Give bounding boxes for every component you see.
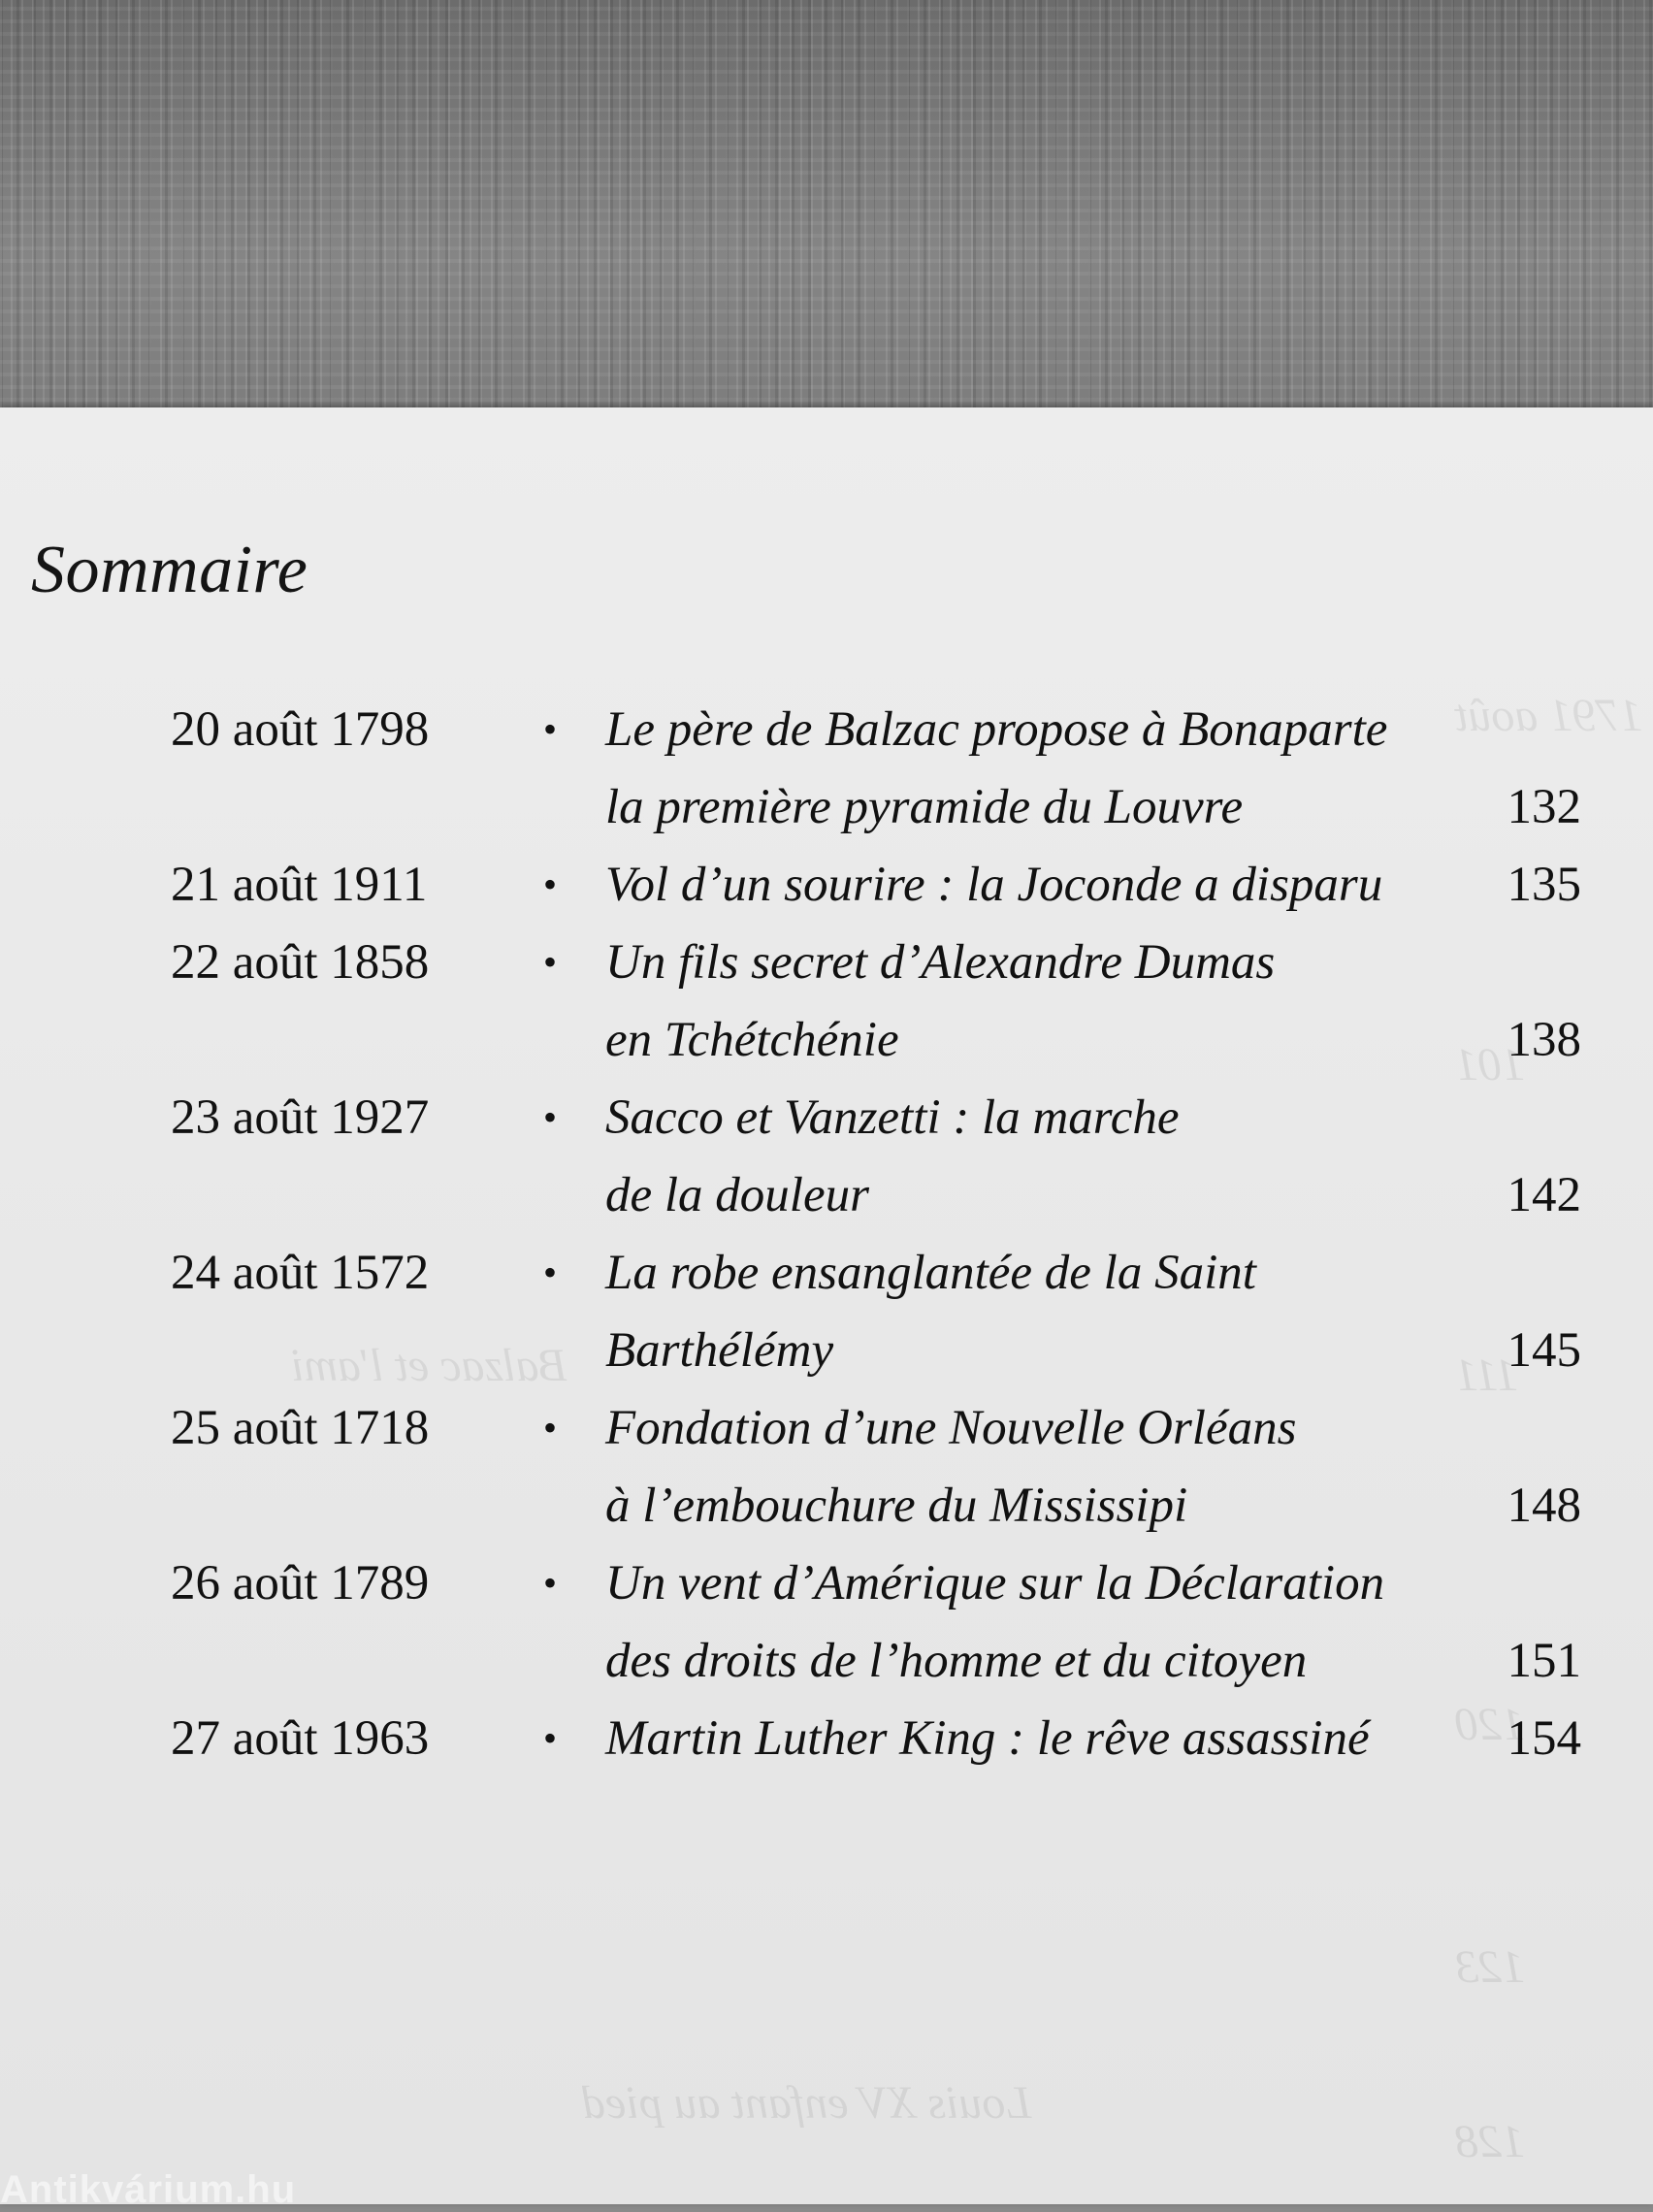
entry-title bbox=[605, 846, 1478, 924]
bullet-icon: • bbox=[543, 1716, 558, 1760]
entry-title-line: de la douleur bbox=[605, 1168, 869, 1222]
entry-title-line: des droits de l’homme et du citoyen bbox=[605, 1634, 1308, 1688]
entry-title-line: Fondation d’une Nouvelle Orléans bbox=[605, 1401, 1297, 1455]
entry-date: 25 août 1718 bbox=[171, 1401, 430, 1455]
bullet-icon: • bbox=[543, 1095, 558, 1139]
bullet-icon: • bbox=[543, 862, 558, 906]
entry-date: 21 août 1911 bbox=[171, 858, 428, 912]
page-title: Sommaire bbox=[31, 533, 308, 607]
toc-entry bbox=[0, 1700, 1653, 1777]
entry-date: 24 août 1572 bbox=[171, 1246, 430, 1300]
entry-page-number: 132 bbox=[1507, 780, 1581, 834]
entry-title-line: Un fils secret d’Alexandre Dumas bbox=[605, 935, 1276, 990]
entry-page-number: 151 bbox=[1507, 1634, 1581, 1688]
bullet-icon: • bbox=[543, 707, 558, 751]
entry-title-line: Barthélémy bbox=[605, 1323, 834, 1378]
toc-entry bbox=[0, 846, 1653, 924]
entry-title bbox=[605, 691, 1478, 846]
entry-date: 23 août 1927 bbox=[171, 1090, 430, 1145]
entry-page-number: 138 bbox=[1507, 1013, 1581, 1067]
entry-date: 20 août 1798 bbox=[171, 702, 430, 757]
entry-title-line: à l’embouchure du Mississipi bbox=[605, 1479, 1188, 1533]
entry-date: 26 août 1789 bbox=[171, 1556, 430, 1610]
entry-title bbox=[605, 924, 1478, 1079]
entry-title bbox=[605, 1234, 1478, 1389]
entry-title-line: Sacco et Vanzetti : la marche bbox=[605, 1090, 1180, 1145]
entry-title bbox=[605, 1700, 1478, 1777]
entry-page-number: 154 bbox=[1507, 1711, 1581, 1766]
entry-page-number: 142 bbox=[1507, 1168, 1581, 1222]
entry-date: 27 août 1963 bbox=[171, 1711, 430, 1766]
toc-entry bbox=[0, 1234, 1653, 1389]
entry-page-number: 148 bbox=[1507, 1479, 1581, 1533]
entry-title-line: Martin Luther King : le rêve assassiné bbox=[605, 1711, 1370, 1766]
toc-entry bbox=[0, 924, 1653, 1079]
entry-title bbox=[605, 1079, 1478, 1234]
entry-page-number: 135 bbox=[1507, 858, 1581, 912]
entry-title-line: Vol d’un sourire : la Joconde a disparu bbox=[605, 858, 1383, 912]
toc-entry bbox=[0, 691, 1653, 846]
show-through-text: 1791 août 101 111 120 123 128 Balzac et l'ami Louis XV enfant au pied bbox=[291, 690, 1643, 2167]
entry-title-line: en Tchétchénie bbox=[605, 1013, 899, 1067]
entry-title bbox=[605, 1389, 1478, 1545]
entry-title-line: la première pyramide du Louvre bbox=[605, 780, 1244, 834]
entry-page-number: 145 bbox=[1507, 1323, 1581, 1378]
bullet-icon: • bbox=[543, 1561, 558, 1605]
toc-entry bbox=[0, 1545, 1653, 1700]
toc-entry bbox=[0, 1389, 1653, 1545]
background-surface bbox=[0, 0, 1653, 427]
entry-date: 22 août 1858 bbox=[171, 935, 430, 990]
book-page bbox=[0, 407, 1653, 2211]
entry-title-line: La robe ensanglantée de la Saint bbox=[605, 1246, 1256, 1300]
bullet-icon: • bbox=[543, 1406, 558, 1449]
entry-title-line: Le père de Balzac propose à Bonaparte bbox=[605, 702, 1388, 757]
bullet-icon: • bbox=[543, 1251, 558, 1294]
toc-entry bbox=[0, 1079, 1653, 1234]
table-of-contents bbox=[0, 691, 1653, 1777]
entry-title-line: Un vent d’Amérique sur la Déclaration bbox=[605, 1556, 1385, 1610]
entry-title bbox=[605, 1545, 1478, 1700]
bullet-icon: • bbox=[543, 940, 558, 984]
watermark: Antikvárium.hu bbox=[0, 2168, 297, 2211]
